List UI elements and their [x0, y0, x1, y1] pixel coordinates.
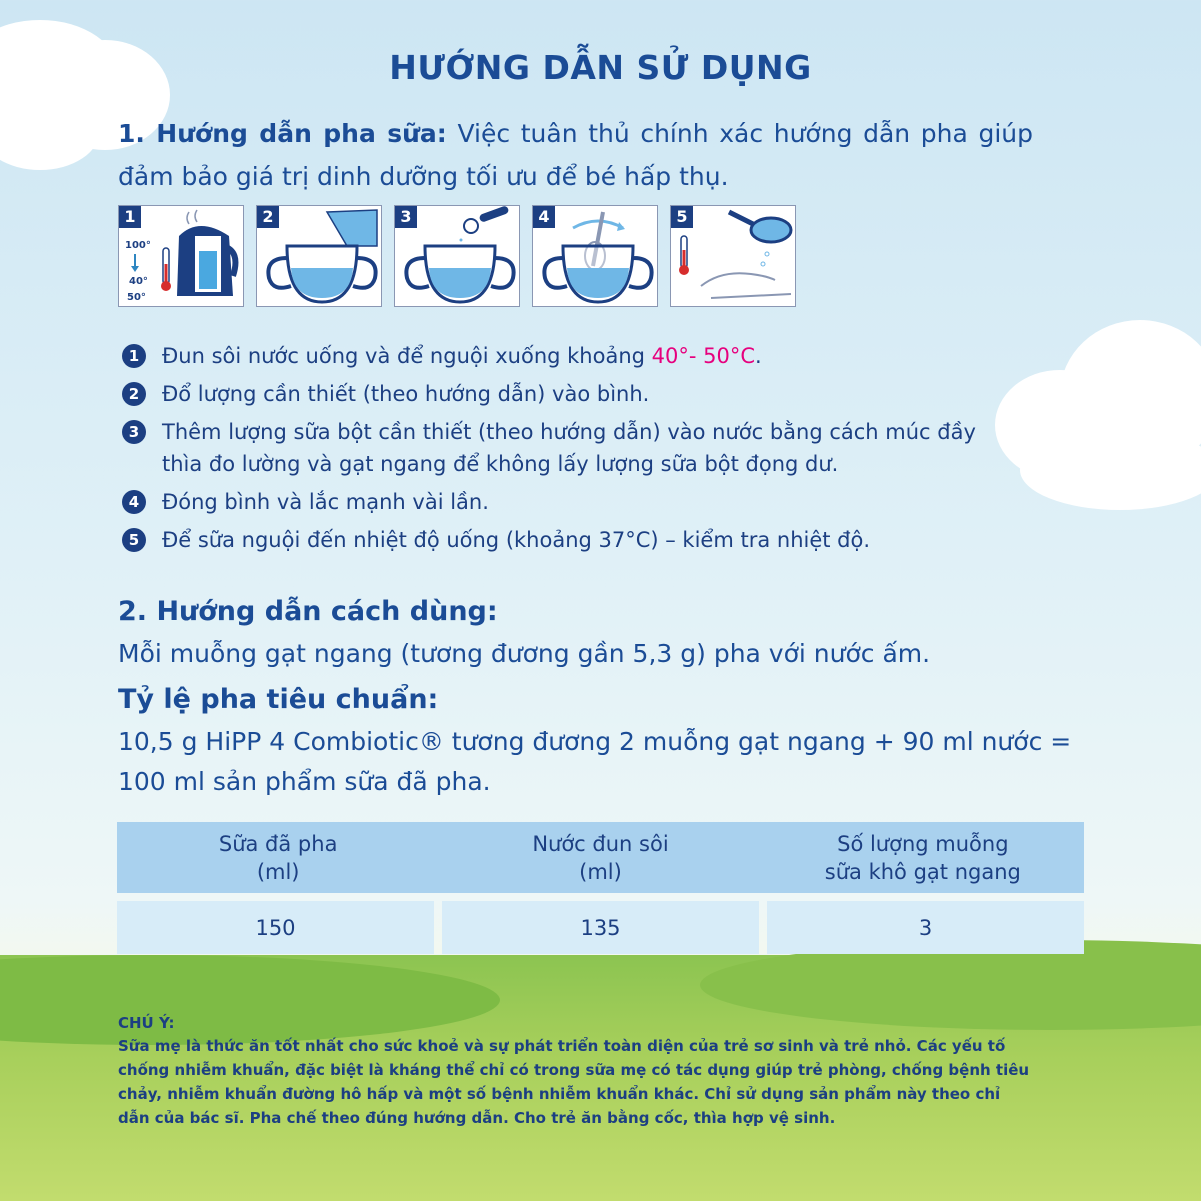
instruction-text: Để sữa nguội đến nhiệt độ uống (khoảng 37°C) – kiểm tra nhiệt độ.: [162, 528, 871, 552]
list-item: [122, 486, 1002, 518]
section1-intro: [118, 112, 1033, 198]
step-badge: 1: [122, 344, 146, 368]
instruction-text: Thêm lượng sữa bột cần thiết (theo hướng dẫn) vào nước bằng cách múc đầy thìa đo lường và gạt ngang để không lấy lượng sữa bột đọng dư.: [162, 420, 976, 476]
step-number: 2: [257, 206, 279, 228]
step-number: 4: [533, 206, 555, 228]
step-image-1: [118, 205, 244, 307]
section2: [118, 592, 1118, 802]
instruction-text: [162, 340, 762, 372]
table-cell: 150: [117, 901, 434, 954]
list-item: [122, 378, 1002, 410]
kettle-thermometer-icon: [119, 206, 243, 306]
instruction-text: Đổ lượng cần thiết (theo hướng dẫn) vào bình.: [162, 382, 650, 406]
temp-label-40: 40°: [129, 276, 148, 287]
step-number: 1: [119, 206, 141, 228]
ratio-heading: Tỷ lệ pha tiêu chuẩn:: [118, 684, 439, 715]
step-badge: 2: [122, 382, 146, 406]
section1-heading: 1. Hướng dẫn pha sữa:: [118, 119, 447, 148]
ratio-text: 10,5 g HiPP 4 Combiotic® tương đương 2 muỗng gạt ngang + 90 ml nước = 100 ml sản phẩm sữa đã pha.: [118, 727, 1072, 796]
step-image-4: [532, 205, 658, 307]
test-temperature-wrist-icon: [671, 206, 795, 306]
step-image-3: [394, 205, 520, 307]
column-header: Sữa đã pha (ml): [218, 831, 338, 884]
instruction-list: [122, 340, 1002, 562]
step-image-5: [670, 205, 796, 307]
add-powder-cup-icon: [395, 206, 519, 306]
temp-label-50: 50°: [127, 292, 146, 303]
step-number: 5: [671, 206, 693, 228]
list-item: [122, 340, 1002, 372]
section2-heading: 2. Hướng dẫn cách dùng:: [118, 596, 498, 627]
shake-cup-icon: [533, 206, 657, 306]
step-image-2: [256, 205, 382, 307]
instruction-text-part: Đun sôi nước uống và để nguội xuống khoảng: [162, 344, 652, 368]
list-item: [122, 416, 1002, 480]
column-header: Số lượng muỗng sữa khô gạt ngang: [824, 831, 1021, 884]
cloud-right-3: [1020, 430, 1201, 510]
table-row: [117, 901, 1084, 954]
table-cell: 3: [767, 901, 1084, 954]
pour-water-cup-icon: [257, 206, 381, 306]
temperature-highlight: 40°- 50°C: [651, 344, 755, 368]
temp-label-100: 100°: [125, 240, 151, 251]
step-number: 3: [395, 206, 417, 228]
step-badge: 5: [122, 528, 146, 552]
note-block: [118, 1012, 1033, 1130]
section1-intro-text: Việc tuân thủ chính xác hướng dẫn pha giúp đảm bảo giá trị dinh dưỡng tối ưu để bé hấp thụ.: [118, 119, 1033, 191]
instruction-text-end: .: [755, 344, 762, 368]
instruction-text: Đóng bình và lắc mạnh vài lần.: [162, 490, 489, 514]
step-images: [118, 205, 796, 307]
step-badge: 3: [122, 420, 146, 444]
column-header: Nước đun sôi (ml): [532, 831, 669, 884]
step-badge: 4: [122, 490, 146, 514]
note-body: Sữa mẹ là thức ăn tốt nhất cho sức khoẻ và sự phát triển toàn diện của trẻ sơ sinh và trẻ nhỏ. Các yếu tố chống nhiễm khuẩn, đặc biệt là kháng thể chỉ có trong sữa mẹ có tác dụng giúp trẻ phòng, chống bệnh tiêu chảy, nhiễm khuẩn đường hô hấp và một số bệnh nhiễm khuẩn khác. Chỉ sử dụng sản phẩm này theo chỉ dẫn của bác sĩ. Pha chế theo đúng hướng dẫn. Cho trẻ ăn bằng cốc, thìa hợp vệ sinh.: [118, 1037, 1030, 1127]
page-title: HƯỚNG DẪN SỬ DỤNG: [389, 48, 812, 87]
mixing-table: [117, 822, 1084, 954]
section2-text: Mỗi muỗng gạt ngang (tương đương gần 5,3 g) pha với nước ấm.: [118, 639, 931, 668]
table-header: [117, 822, 1084, 893]
list-item: [122, 524, 1002, 556]
note-title: CHÚ Ý:: [118, 1014, 175, 1032]
table-cell: 135: [442, 901, 759, 954]
